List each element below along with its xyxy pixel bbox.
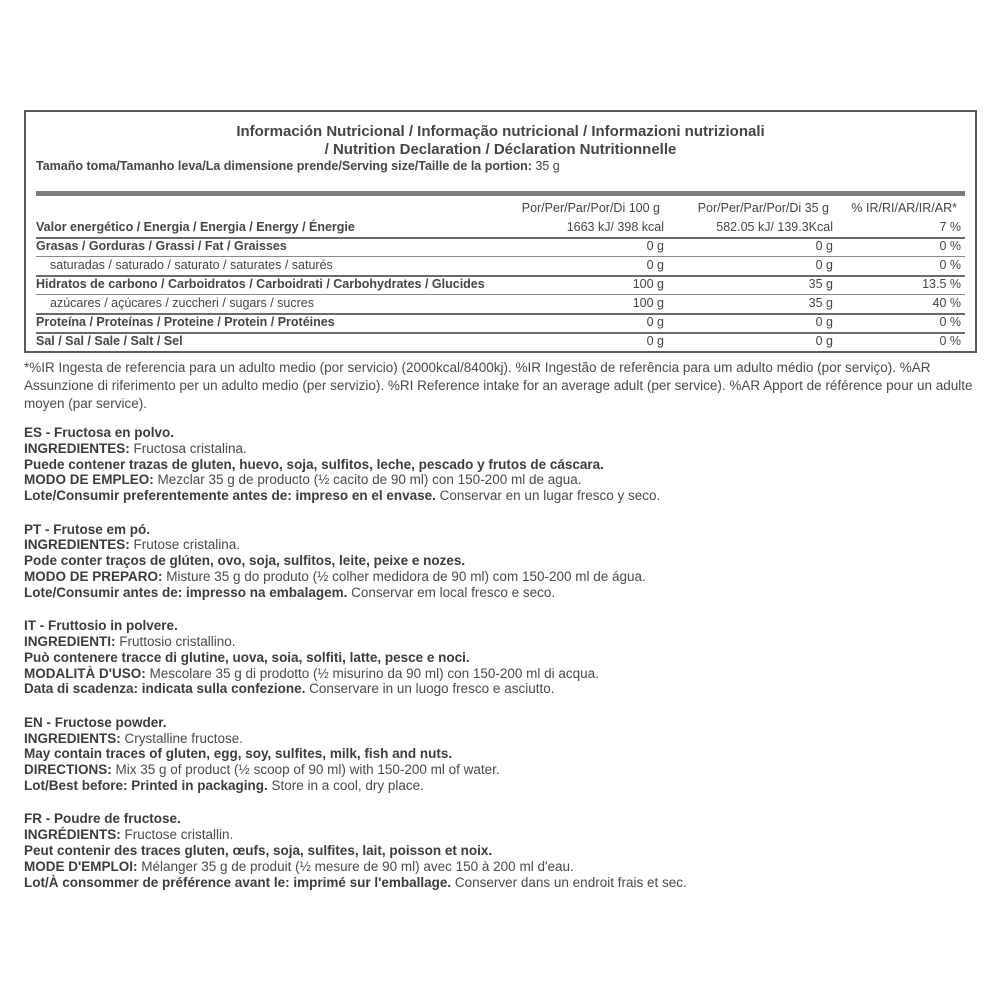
value-ri: 0 % — [939, 258, 961, 272]
ingredients-label: INGREDIENTI: — [24, 633, 116, 649]
directions-label: MODO DE EMPLEO: — [24, 472, 154, 488]
allergens-line: Peut contenir des traces gluten, œufs, soja, sulfites, lait, poisson et noix. — [24, 842, 493, 858]
directions-line — [24, 472, 979, 488]
directions-line — [24, 762, 979, 778]
value-per35: 0 g — [815, 258, 833, 272]
value-per35: 0 g — [815, 334, 833, 348]
value-ri: 0 % — [939, 239, 961, 253]
ingredients-line — [24, 731, 979, 747]
reference-intake-footnote: *%IR Ingesta de referencia para un adulto medio (por servicio) (2000kcal/8400kj). %IR Ingestão de referência para um adulto médio (por serviço). %AR Assunzione di riferimento per un adulto medio (per servizio). %RI Reference intake for an average adult (per service). %AR Apport de référence pour un adulte moyen (par service). — [24, 360, 973, 411]
value-per100: 0 g — [646, 239, 664, 253]
lot-label: Lote/Consumir preferentemente antes de: impreso en el envase. — [24, 488, 436, 504]
value-per35: 35 g — [808, 296, 833, 310]
value-ri: 40 % — [932, 296, 961, 310]
value-ri: 0 % — [939, 315, 961, 329]
lot-line — [24, 681, 979, 697]
value-per100: 100 g — [632, 277, 664, 291]
value-ri: 0 % — [939, 334, 961, 348]
column-header-per100: Por/Per/Par/Por/Di 100 g — [521, 201, 660, 215]
allergens-line: Può contenere tracce di glutine, uova, soia, solfiti, latte, pesce e noci. — [24, 649, 470, 665]
lot-label: Lot/À consommer de préférence avant le: imprimé sur l'emballage. — [24, 874, 452, 890]
ingredients-label: INGREDIENTS: — [24, 730, 121, 746]
column-header-per35: Por/Per/Par/Por/Di 35 g — [697, 201, 829, 215]
section-en — [24, 715, 979, 794]
section-es — [24, 425, 979, 504]
nutrient-name: azúcares / açúcares / zuccheri / sugars / sucres — [50, 296, 314, 310]
nutrient-name: Proteína / Proteínas / Proteine / Protein / Protéines — [36, 315, 335, 329]
directions-label: MODO DE PREPARO: — [24, 568, 163, 584]
label-title-line1: Información Nutricional / Informação nutricional / Informazioni nutrizionali — [236, 123, 765, 140]
section-fr — [24, 811, 979, 890]
allergens-line: Pode conter traços de glúten, ovo, soja, sulfitos, leite, peixe e nozes. — [24, 553, 466, 569]
storage-text: Store in a cool, dry place. — [267, 777, 424, 793]
value-ri: 7 % — [939, 220, 961, 234]
directions-text: Mélanger 35 g de produit (½ mesure de 90 ml) avec 150 à 200 ml d'eau. — [137, 858, 574, 874]
nutrient-row-saturates — [36, 256, 965, 277]
nutrient-name: Sal / Sal / Sale / Salt / Sel — [36, 334, 183, 348]
lot-line — [24, 585, 979, 601]
serving-size — [36, 159, 560, 173]
allergens-line: May contain traces of gluten, egg, soy, sulfites, milk, fish and nuts. — [24, 746, 453, 762]
nutrient-row-protein — [36, 313, 965, 334]
section-title: FR - Poudre de fructose. — [24, 811, 181, 827]
ingredients-label: INGREDIENTES: — [24, 440, 130, 456]
storage-text: Conservare in un luogo fresco e asciutto. — [305, 681, 555, 697]
ingredients-label: INGRÉDIENTS: — [24, 827, 121, 843]
section-title: EN - Fructose powder. — [24, 714, 167, 730]
value-per100: 0 g — [646, 315, 664, 329]
nutrient-name: Hidratos de carbono / Carboidratos / Carboidrati / Carbohydrates / Glucides — [36, 277, 485, 291]
ingredients-line — [24, 537, 979, 553]
directions-text: Misture 35 g do produto (½ colher medidora de 90 ml) com 150-200 ml de água. — [162, 568, 646, 584]
directions-label: DIRECTIONS: — [24, 762, 112, 778]
lot-label: Lote/Consumir antes de: impresso na embalagem. — [24, 584, 348, 600]
section-title: ES - Fructosa en polvo. — [24, 425, 175, 440]
ingredients-text: Frutose cristalina. — [129, 537, 241, 553]
lot-label: Data di scadenza: indicata sulla confezione. — [24, 681, 306, 697]
value-per100: 0 g — [646, 258, 664, 272]
storage-text: Conservar em local fresco e seco. — [347, 584, 556, 600]
section-it — [24, 618, 979, 697]
section-pt — [24, 522, 979, 601]
storage-text: Conservar en un lugar fresco y seco. — [435, 488, 661, 504]
directions-line — [24, 859, 979, 875]
lot-line — [24, 488, 979, 504]
nutrient-row-energy — [36, 218, 965, 239]
value-per35: 0 g — [815, 239, 833, 253]
language-sections — [24, 425, 979, 908]
ingredients-text: Fructosa cristalina. — [129, 440, 247, 456]
ingredients-line — [24, 827, 979, 843]
directions-label: MODE D'EMPLOI: — [24, 858, 138, 874]
value-per100: 0 g — [646, 334, 664, 348]
section-title: PT - Frutose em pó. — [24, 521, 151, 537]
ingredients-label: INGREDIENTES: — [24, 537, 130, 553]
value-per100: 100 g — [632, 296, 664, 310]
nutrient-row-fat — [36, 237, 965, 257]
ingredients-text: Fructose cristallin. — [120, 827, 234, 843]
nutrient-row-salt — [36, 332, 965, 351]
ingredients-line — [24, 441, 979, 457]
ingredients-line — [24, 634, 979, 650]
value-per35: 582.05 kJ/ 139.3Kcal — [716, 220, 833, 234]
label-title-line2: / Nutrition Declaration / Déclaration Nutritionnelle — [324, 141, 677, 158]
ingredients-text: Fruttosio cristallino. — [115, 633, 236, 649]
directions-line — [24, 569, 979, 585]
nutrient-row-carbohydrates — [36, 275, 965, 295]
storage-text: Conserver dans un endroit frais et sec. — [451, 874, 687, 890]
value-per35: 35 g — [808, 277, 833, 291]
directions-text: Mix 35 g of product (½ scoop of 90 ml) with 150-200 ml of water. — [111, 762, 500, 778]
nutrient-name: saturadas / saturado / saturato / saturates / saturés — [50, 258, 333, 272]
serving-size-label: Tamaño toma/Tamanho leva/La dimensione prende/Serving size/Taille de la portion: — [36, 159, 532, 173]
directions-text: Mescolare 35 g di prodotto (½ misurino da 90 ml) con 150-200 ml di acqua. — [145, 665, 599, 681]
value-per100: 1663 kJ/ 398 kcal — [566, 220, 664, 234]
lot-line — [24, 875, 979, 891]
allergens-line: Puede contener trazas de gluten, huevo, soja, sulfitos, leche, pescado y frutos de cáscara. — [24, 456, 604, 472]
lot-label: Lot/Best before: Printed in packaging. — [24, 777, 268, 793]
nutrient-row-sugars — [36, 294, 965, 315]
nutrient-name: Valor energético / Energia / Energia / Energy / Énergie — [36, 220, 355, 234]
section-title: IT - Fruttosio in polvere. — [24, 618, 178, 634]
column-header-ri: % IR/RI/AR/IR/AR* — [851, 201, 957, 215]
directions-text: Mezclar 35 g de producto (½ cacito de 90 ml) con 150-200 ml de agua. — [153, 472, 582, 488]
value-per35: 0 g — [815, 315, 833, 329]
value-ri: 13.5 % — [922, 277, 961, 291]
lot-line — [24, 778, 979, 794]
serving-size-value: 35 g — [531, 159, 560, 173]
directions-label: MODALITÀ D'USO: — [24, 665, 146, 681]
nutrition-label — [24, 110, 977, 353]
directions-line — [24, 666, 979, 682]
nutrient-name: Grasas / Gorduras / Grassi / Fat / Graisses — [36, 239, 287, 253]
ingredients-text: Crystalline fructose. — [120, 730, 244, 746]
label-divider — [36, 191, 965, 196]
